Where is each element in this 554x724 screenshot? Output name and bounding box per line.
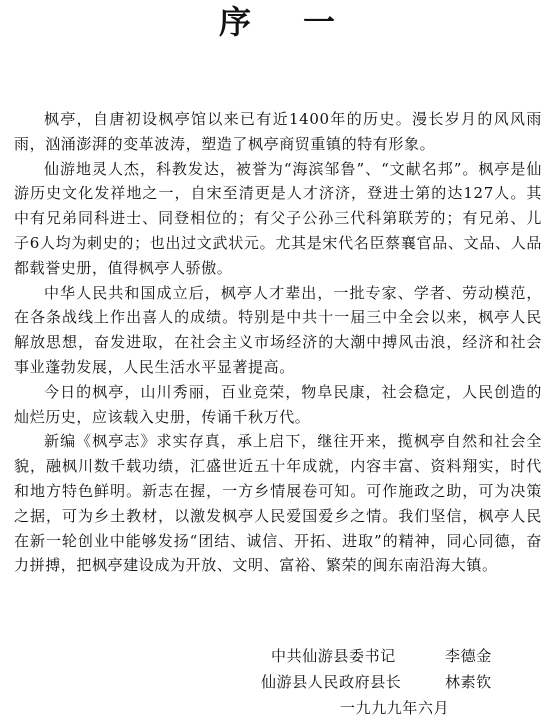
paragraph-3: 中华人民共和国成立后，枫亭人才辈出，一批专家、学者、劳动模范，在各条战线上作出喜人的成绩。特别是中共十一届三中全会以来，枫亭人民解放思想，奋发进取，在社会主义市场经济的大潮中搏风击浪，经济和社会事业蓬勃发展，人民生活水平显著提高。 [14, 283, 542, 376]
paragraph-5: 新编《枫亭志》求实存真，承上启下，继往开来，揽枫亭自然和社会全貌，融枫川数千载功绩，汇盛世近五十年成就，内容丰富、资料翔实，时代和地方特色鲜明。新志在握，一方乡情展卷可知。可作施政之助，可为决策之据，可为乡土教材，以激发枫亭人民爱国爱乡之情。我们坚信，枫亭人民在新一轮创业中能够发扬“团结、诚信、开拓、进取”的精神，同心同德，奋力拼搏，把枫亭建设成为开放、文明、富裕、繁荣的闽东南沿海大镇。 [14, 432, 542, 575]
paragraph-1: 枫亭，自唐初设枫亭馆以来已有近1400年的历史。漫长岁月的风风雨雨，汹涌澎湃的变革波涛，塑造了枫亭商贸重镇的特有形象。 [14, 110, 542, 153]
paragraph-4: 今日的枫亭，山川秀丽，百业竞荣，物阜民康，社会稳定，人民创造的灿烂历史，应该载入史册，传诵千秋万代。 [14, 382, 542, 426]
signature-name: 李德金 [445, 647, 492, 665]
preface-body [14, 107, 542, 578]
signature-title: 中共仙游县委书记 [271, 647, 396, 665]
page-title: 序一 [218, 3, 387, 41]
preface-date: 一九九九年六月 [340, 699, 450, 717]
signature-title: 仙游县人民政府县长 [261, 673, 402, 691]
signature-name: 林素钦 [445, 673, 492, 691]
paragraph-2: 仙游地灵人杰，科教发达，被誉为“海滨邹鲁”、“文献名邦”。枫亭是仙游历史文化发祥地之一，自宋至清更是人才济济，登进士第的达127人。其中有兄弟同科进士、同登相位的；有父子公孙三代科第联芳的；有兄弟、儿子6人均为刺史的；也出过文武状元。尤其是宋代名臣蔡襄官品、文品、人品都载誉史册，值得枫亭人骄傲。 [14, 159, 542, 277]
